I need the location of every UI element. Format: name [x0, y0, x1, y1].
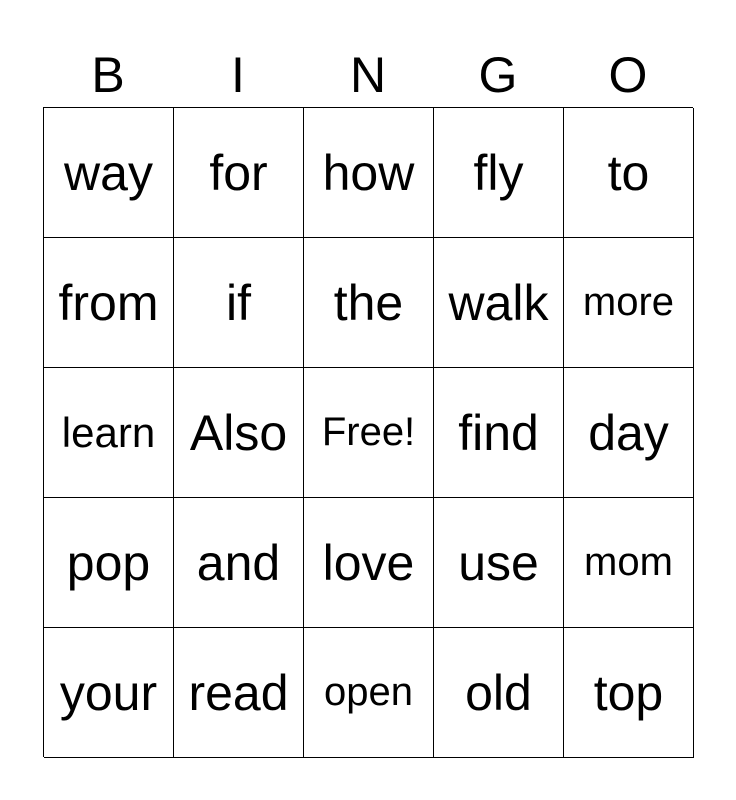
bingo-cell[interactable]: more — [564, 238, 694, 368]
bingo-cell[interactable]: pop — [44, 498, 174, 628]
bingo-cell[interactable]: old — [434, 628, 564, 758]
bingo-cell[interactable]: for — [174, 108, 304, 238]
bingo-cell[interactable]: find — [434, 368, 564, 498]
bingo-cell[interactable]: mom — [564, 498, 694, 628]
bingo-cell[interactable]: learn — [44, 368, 174, 498]
bingo-cell[interactable]: Also — [174, 368, 304, 498]
bingo-cell[interactable]: to — [564, 108, 694, 238]
header-letter-n: N — [349, 47, 387, 103]
bingo-free-space[interactable]: Free! — [304, 368, 434, 498]
bingo-cell[interactable]: use — [434, 498, 564, 628]
bingo-cell[interactable]: and — [174, 498, 304, 628]
bingo-cell[interactable]: walk — [434, 238, 564, 368]
bingo-cell[interactable]: top — [564, 628, 694, 758]
bingo-board — [43, 107, 693, 757]
bingo-cell[interactable]: from — [44, 238, 174, 368]
bingo-cell[interactable]: day — [564, 368, 694, 498]
bingo-cell[interactable]: read — [174, 628, 304, 758]
header-letter-i: I — [231, 47, 245, 103]
bingo-cell[interactable]: how — [304, 108, 434, 238]
bingo-cell[interactable]: open — [304, 628, 434, 758]
header-letter-o: O — [608, 47, 648, 103]
bingo-cell[interactable]: fly — [434, 108, 564, 238]
bingo-cell[interactable]: love — [304, 498, 434, 628]
bingo-cell[interactable]: the — [304, 238, 434, 368]
bingo-cell[interactable]: if — [174, 238, 304, 368]
header-letter-g: G — [478, 47, 518, 103]
bingo-cell[interactable]: your — [44, 628, 174, 758]
header-letter-b: B — [91, 47, 125, 103]
bingo-header — [43, 42, 693, 108]
bingo-cell[interactable]: way — [44, 108, 174, 238]
